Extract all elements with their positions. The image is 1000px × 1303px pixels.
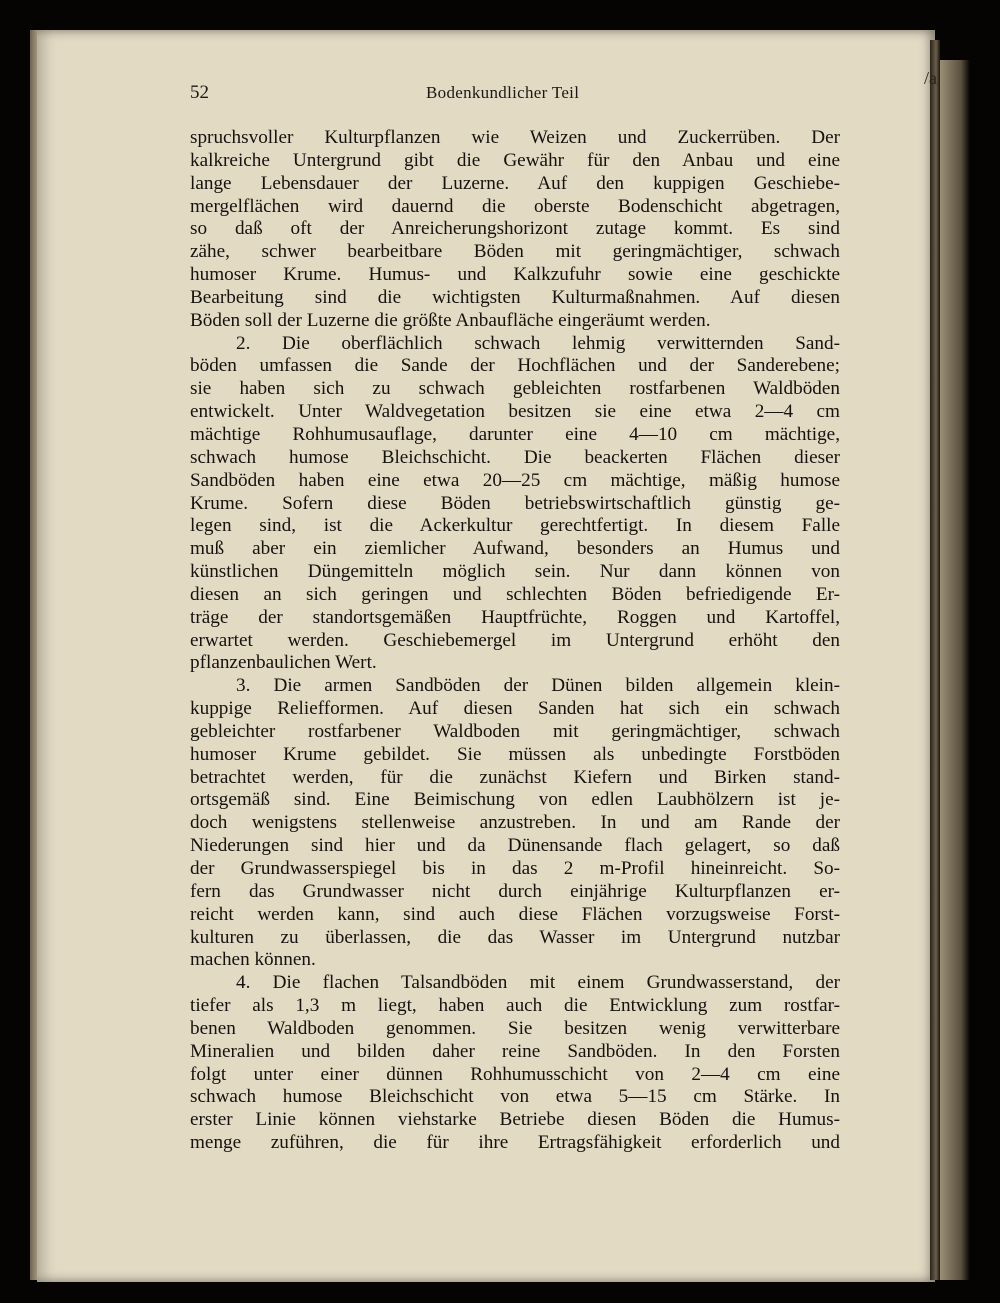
text-line: machen können. xyxy=(190,949,316,971)
text-line: fern das Grundwasser nicht durch einjährige Kulturpflanzen er- xyxy=(190,880,840,902)
text-line: entwickelt. Unter Waldvegetation besitzen sie eine etwa 2—4 cm xyxy=(190,401,840,423)
text-line: zähe, schwer bearbeitbare Böden mit geringmächtiger, schwach xyxy=(190,241,840,263)
text-line: benen Waldboden genommen. Sie besitzen wenig verwitterbare xyxy=(190,1017,840,1039)
text-line: diesen an sich geringen und schlechten Böden befriedigende Er- xyxy=(190,583,840,605)
margin-mark: /a xyxy=(924,68,937,88)
text-line: pflanzenbaulichen Wert. xyxy=(190,652,377,674)
text-line: reicht werden kann, sind auch diese Flächen vorzugsweise Forst- xyxy=(190,903,840,925)
text-line: Krume. Sofern diese Böden betriebswirtschaftlich günstig ge- xyxy=(190,492,840,514)
text-line: folgt unter einer dünnen Rohhumusschicht von 2—4 cm eine xyxy=(190,1063,840,1085)
text-line: Böden soll der Luzerne die größte Anbaufläche eingeräumt werden. xyxy=(190,309,711,331)
page-number: 52 xyxy=(190,82,209,103)
paragraph-start: 3. Die armen Sandböden der Dünen bilden allgemein klein- xyxy=(236,675,840,697)
text-line: mächtige Rohhumusauflage, darunter eine 4—10 cm mächtige, xyxy=(190,423,840,445)
running-head: Bodenkundlicher Teil xyxy=(426,83,580,102)
text-line: böden umfassen die Sande der Hochflächen und der Sanderebene; xyxy=(190,355,840,377)
text-line: muß aber ein ziemlicher Aufwand, besonders an Humus und xyxy=(190,538,840,560)
text-line: künstlichen Düngemitteln möglich sein. Nur dann können von xyxy=(190,561,840,583)
text-line: doch wenigstens stellenweise anzustreben. In und am Rande der xyxy=(190,812,840,834)
text-line: so daß oft der Anreicherungshorizont zutage kommt. Es sind xyxy=(190,218,840,240)
text-line: der Grundwasserspiegel bis in das 2 m-Profil hineinreicht. So- xyxy=(190,858,840,879)
text-line: sie haben sich zu schwach gebleichten rostfarbenen Waldböden xyxy=(190,378,840,400)
text-line: tiefer als 1,3 m liegt, haben auch die Entwicklung zum rostfar- xyxy=(190,995,840,1017)
text-line: erwartet werden. Geschiebemergel im Untergrund erhöht den xyxy=(190,629,840,651)
text-line: schwach humose Bleichschicht von etwa 5—15 cm Stärke. In xyxy=(190,1086,840,1108)
text-line: kuppige Reliefformen. Auf diesen Sanden hat sich ein schwach xyxy=(190,698,840,720)
text-line: spruchsvoller Kulturpflanzen wie Weizen und Zuckerrüben. Der xyxy=(190,127,840,148)
text-line: humoser Krume gebildet. Sie müssen als unbedingte Forstböden xyxy=(190,743,840,765)
text-line: Sandböden haben eine etwa 20—25 cm mächtige, mäßig humose xyxy=(190,469,840,491)
next-page-edge xyxy=(940,60,970,1280)
text-line: träge der standortsgemäßen Hauptfrüchte, Roggen und Kartoffel, xyxy=(190,606,840,628)
book-gutter xyxy=(930,40,940,1280)
text-line: gebleichter rostfarbener Waldboden mit geringmächtiger, schwach xyxy=(190,720,840,742)
text-line: erster Linie können viehstarke Betriebe diesen Böden die Humus- xyxy=(190,1109,840,1131)
text-line: Bearbeitung sind die wichtigsten Kulturmaßnahmen. Auf diesen xyxy=(190,286,840,308)
text-line: schwach humose Bleichschicht. Die beackerten Flächen dieser xyxy=(190,446,840,468)
paragraph-start: 2. Die oberflächlich schwach lehmig verwitternden Sand- xyxy=(236,332,840,354)
text-line: lange Lebensdauer der Luzerne. Auf den kuppigen Geschiebe- xyxy=(190,172,840,194)
text-line: betrachtet werden, für die zunächst Kiefern und Birken stand- xyxy=(190,766,840,788)
text-line: Mineralien und bilden daher reine Sandböden. In den Forsten xyxy=(190,1040,840,1062)
text-line: kalkreiche Untergrund gibt die Gewähr für den Anbau und eine xyxy=(190,149,840,171)
page-header xyxy=(190,82,840,108)
text-line: kulturen zu überlassen, die das Wasser im Untergrund nutzbar xyxy=(190,926,840,948)
text-line: menge zuführen, die für ihre Ertragsfähigkeit erforderlich und xyxy=(190,1132,840,1154)
text-line: mergelflächen wird dauernd die oberste Bodenschicht abgetragen, xyxy=(190,195,840,217)
text-line: legen sind, ist die Ackerkultur gerechtfertigt. In diesem Falle xyxy=(190,515,840,537)
body-text xyxy=(190,127,840,1155)
paragraph-start: 4. Die flachen Talsandböden mit einem Grundwasserstand, der xyxy=(236,972,840,994)
text-line: Niederungen sind hier und da Dünensande flach gelagert, so daß xyxy=(190,835,840,857)
text-line: ortsgemäß sind. Eine Beimischung von edlen Laubhölzern ist je- xyxy=(190,789,840,811)
text-line: humoser Krume. Humus- und Kalkzufuhr sowie eine geschickte xyxy=(190,264,840,286)
